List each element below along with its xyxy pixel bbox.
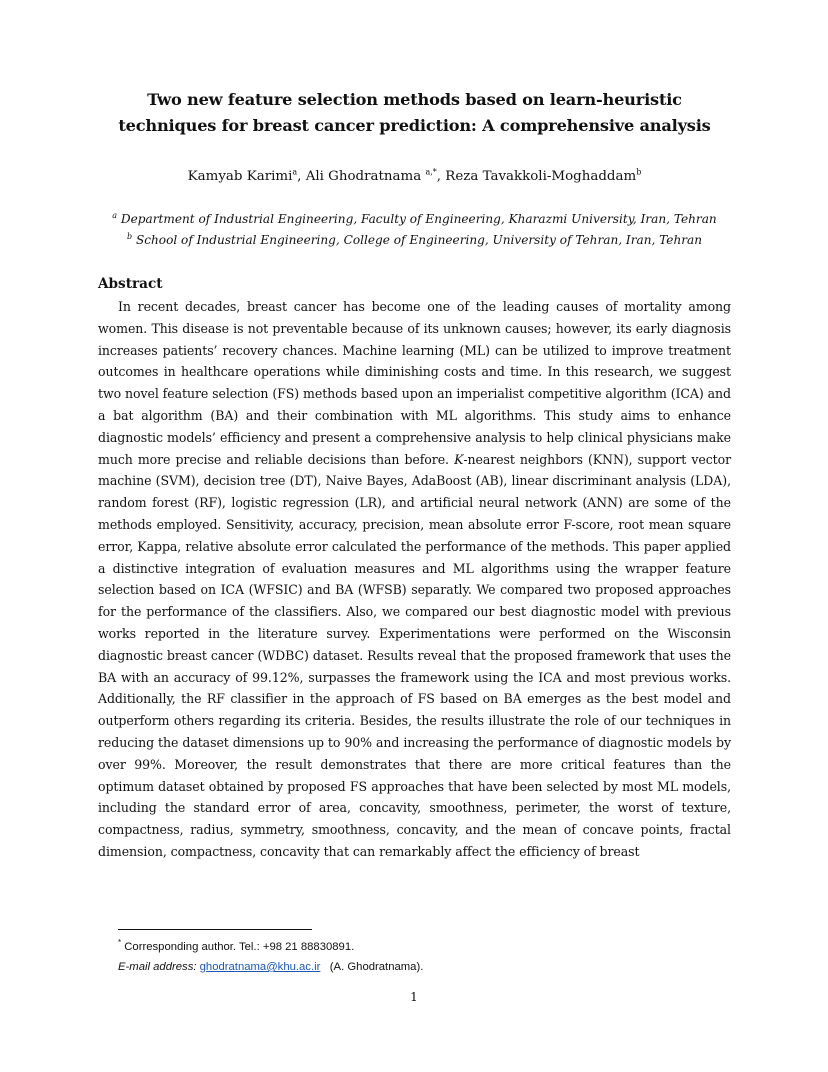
affiliation-text: Department of Industrial Engineering, Faculty of Engineering, Kharazmi University, Iran, Tehran	[120, 212, 717, 226]
page-number: 1	[410, 990, 418, 1004]
abstract-text-part2: -nearest neighbors (KNN), support vector machine (SVM), decision tree (DT), Naive Bayes, AdaBoost (AB), linear discriminant analysis (LDA), random forest (RF), logistic regression (LR), and artificial neural network (ANN) are some of the methods employed. Sensitivity, accuracy, precision, mean absolute error F-score, root mean square error, Kappa, relative absolute error calculated the performance of the methods. This paper applied a distinctive integration of evaluation measures and ML algorithms using the wrapper feature selection based on ICA (WFSIC) and BA (WFSB) separatly. We compared two proposed approaches for the performance of the classifiers. Also, we compared our best diagnostic model with previous works reported in the literature survey. Experimentations were performed on the Wisconsin diagnostic breast cancer (WDBC) dataset. Results reveal that the proposed framework that uses the BA with an accuracy of 99.12%, surpasses the framework using the ICA and most previous works. Additionally, the RF classifier in the approach of FS based on BA emerges as the best model and outperform others regarding its criteria. Besides, the results illustrate the role of our techniques in reducing the dataset dimensions up to 90% and increasing the performance of diagnostic models by over 99%. Moreover, the result demonstrates that there are more critical features than the optimum dataset obtained by proposed FS approaches that have been selected by most ML models, including the standard error of area, concavity, smoothness, perimeter, the worst of texture, compactness, radius, symmetry, smoothness, concavity, and the mean of concave points, fractal dimension, compactness, concavity that can remarkably affect the efficiency of breast	[98, 451, 731, 859]
footnote-marker: *	[118, 938, 122, 948]
footnote-email-line	[118, 957, 423, 977]
email-suffix: (A. Ghodratnama).	[329, 961, 424, 973]
author-name: Ali Ghodratnama	[305, 169, 422, 184]
footnote-corresponding-text: Corresponding author. Tel.: +98 21 88830891.	[124, 941, 355, 953]
author-name: Reza Tavakkoli-Moghaddam	[445, 169, 637, 184]
affiliation-line	[98, 230, 731, 251]
abstract-text-part1: In recent decades, breast cancer has become one of the leading causes of mortality among women. This disease is not preventable because of its unknown causes; however, its early diagnosis increases patients’ recovery chances. Machine learning (ML) can be utilized to improve treatment outcomes in healthcare operations while diminishing costs and time. In this research, we suggest two novel feature selection (FS) methods based upon an imperialist competitive algorithm (ICA) and a bat algorithm (BA) and their combination with ML algorithms. This study aims to enhance diagnostic models’ efficiency and present a comprehensive analysis to help clinical physicians make much more precise and reliable decisions than before.	[98, 299, 731, 467]
author-affil-marker: a	[292, 167, 298, 177]
affiliation-text: School of Industrial Engineering, College of Engineering, University of Tehran, Iran, Tehran	[135, 233, 703, 247]
footnote-corresponding-line	[118, 937, 423, 957]
email-link[interactable]: ghodratnama@khu.ac.ir	[199, 961, 321, 973]
affiliation-marker: a	[112, 210, 118, 220]
author-affil-marker: b	[636, 167, 642, 177]
affiliation-list	[98, 209, 731, 251]
affiliation-line	[98, 209, 731, 230]
author-affil-marker: a,*	[425, 167, 437, 177]
paper-title: Two new feature selection methods based on learn-heuristic techniques for breast cancer prediction: A comprehensive analysis	[118, 90, 711, 135]
abstract-italic-k: K	[454, 451, 464, 467]
footnote	[118, 937, 423, 977]
footnote-separator	[118, 929, 312, 930]
author-name: Kamyab Karimi	[187, 169, 293, 184]
email-label: E-mail address:	[118, 961, 197, 973]
author-list: Kamyab Karimi$^a$, Ali Ghodratnama $^{a,*}$, Reza Tavakkoli-Moghaddam$^b$	[187, 167, 642, 184]
affiliation-marker: b	[126, 231, 133, 241]
abstract-body	[98, 296, 731, 863]
abstract-heading: Abstract	[98, 276, 163, 292]
